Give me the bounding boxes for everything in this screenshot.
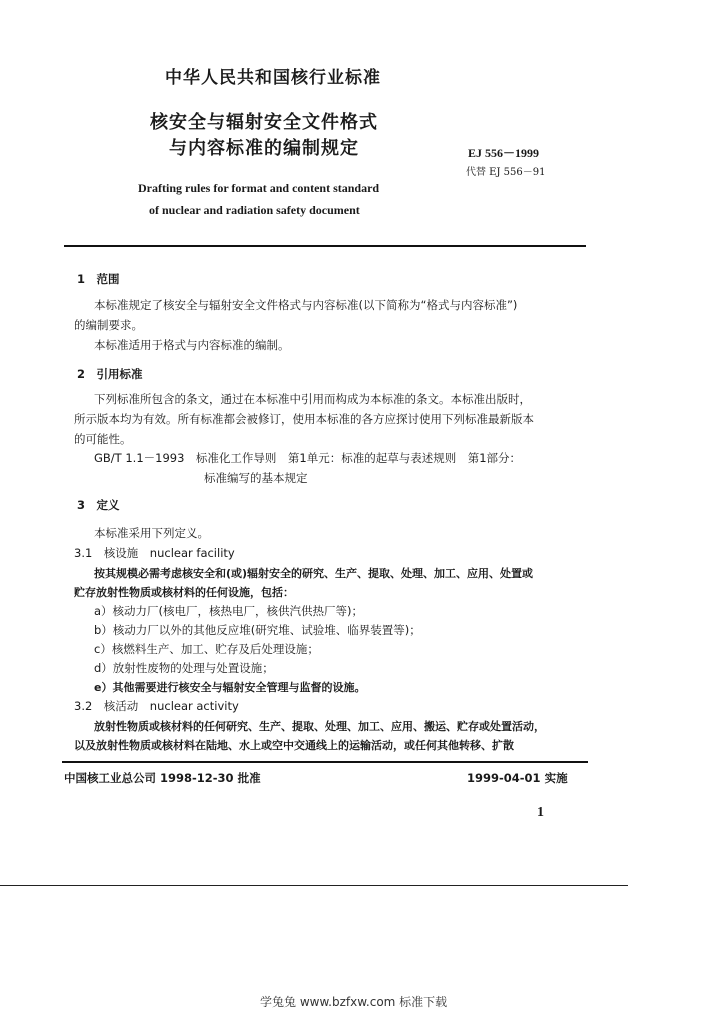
definition-3-2-text-cont: 以及放射性物质或核材料在陆地、水上或空中交通线上的运输活动，或任何其他转移、扩散 xyxy=(74,739,514,752)
section-2-paragraph-end: 的可能性。 xyxy=(74,432,132,446)
definition-3-2-text: 放射性物质或核材料的任何研究、生产、提取、处理、加工、应用、搬运、贮存或处置活动， xyxy=(94,720,545,733)
header-divider xyxy=(64,245,586,247)
english-title-line1: Drafting rules for format and content standard xyxy=(138,181,380,195)
definition-3-1-text-cont: 贮存放射性物质或核材料的任何设施，包括： xyxy=(74,586,294,599)
document-title-line1: 核安全与辐射安全文件格式 xyxy=(150,112,378,133)
list-item: e）其他需要进行核安全与辐射安全管理与监督的设施。 xyxy=(94,681,366,694)
section-1-paragraph-cont: 的编制要求。 xyxy=(74,318,143,332)
replaces-standard: 代替 EJ 556－91 xyxy=(466,167,546,178)
industry-standard-label: 中华人民共和国核行业标准 xyxy=(165,68,381,88)
section-3-heading: 3 定义 xyxy=(77,498,120,512)
page-number: 1 xyxy=(537,805,544,820)
section-2-paragraph: 下列标准所包含的条文，通过在本标准中引用而构成为本标准的条文。本标准出版时， xyxy=(94,392,531,406)
definition-3-1-heading: 3.1 核设施 nuclear facility xyxy=(74,546,235,560)
list-item: b）核动力厂以外的其他反应堆(研究堆、试验堆、临界装置等)； xyxy=(94,623,421,637)
list-item: c）核燃料生产、加工、贮存及后处理设施； xyxy=(94,642,319,656)
standard-code: EJ 556－1999 xyxy=(468,146,540,160)
definition-3-2-heading: 3.2 核活动 nuclear activity xyxy=(74,699,239,713)
implementation-date: 1999-04-01 实施 xyxy=(467,771,568,785)
approval-statement: 中国核工业总公司 1998-12-30 批准 xyxy=(64,771,261,785)
section-2-heading: 2 引用标准 xyxy=(77,367,143,381)
footer-divider xyxy=(62,761,588,763)
list-item: d）放射性废物的处理与处置设施； xyxy=(94,661,274,675)
watermark-text: 学兔兔 www.bzfxw.com 标准下载 xyxy=(260,995,448,1009)
reference-standard: GB/T 1.1－1993 标准化工作导则 第1单元：标准的起草与表述规则 第1部分： xyxy=(94,451,522,465)
section-2-paragraph-cont: 所示版本均为有效。所有标准都会被修订，使用本标准的各方应探讨使用下列标准最新版本 xyxy=(74,412,534,426)
section-1-paragraph: 本标准规定了核安全与辐射安全文件格式与内容标准(以下简称为“格式与内容标准”) xyxy=(94,298,518,312)
section-1-scope: 本标准适用于格式与内容标准的编制。 xyxy=(94,338,290,352)
section-3-intro: 本标准采用下列定义。 xyxy=(94,526,209,540)
reference-standard-title-cont: 标准编写的基本规定 xyxy=(204,471,308,485)
english-title-line2: of nuclear and radiation safety document xyxy=(149,203,360,217)
list-item: a）核动力厂(核电厂，核热电厂，核供汽供热厂等)； xyxy=(94,604,364,618)
definition-3-1-text: 按其规模必需考虑核安全和(或)辐射安全的研究、生产、提取、处理、加工、应用、处置或 xyxy=(94,567,534,580)
section-1-heading: 1 范围 xyxy=(77,272,120,286)
page-bottom-edge xyxy=(0,885,628,886)
document-title-line2: 与内容标准的编制规定 xyxy=(169,138,359,159)
